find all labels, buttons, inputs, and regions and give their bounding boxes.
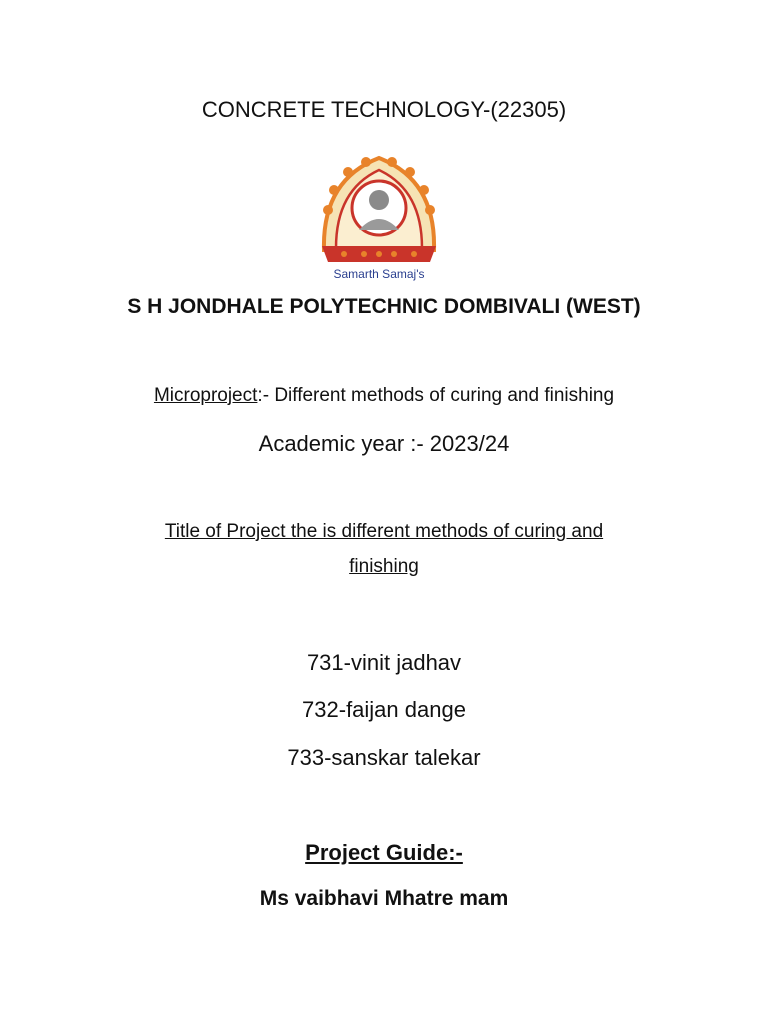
project-title-line-1: Title of Project the is different methods of curing and: [164, 521, 604, 542]
logo-caption: Samarth Samaj's: [333, 267, 425, 281]
microproject-line: [0, 385, 768, 407]
institute-logo: [314, 150, 444, 284]
academic-year: Academic year :- 2023/24: [258, 431, 510, 456]
project-guide-name: Ms vaibhavi Mhatre mam: [259, 887, 509, 910]
microproject-label: Microproject: [153, 385, 258, 406]
member-item: 733-sanskar talekar: [287, 745, 481, 770]
project-guide-label: Project Guide:-: [305, 840, 463, 865]
subject-heading: CONCRETE TECHNOLOGY-(22305): [201, 97, 567, 122]
microproject-text: Different methods of curing and finishing: [274, 385, 615, 406]
member-item: 731-vinit jadhav: [306, 650, 462, 675]
member-item: 732-faijan dange: [302, 697, 466, 722]
microproject-separator: :-: [257, 385, 275, 406]
institute-name: S H JONDHALE POLYTECHNIC DOMBIVALI (WEST): [127, 295, 641, 318]
project-title-line-2: finishing: [349, 556, 419, 577]
